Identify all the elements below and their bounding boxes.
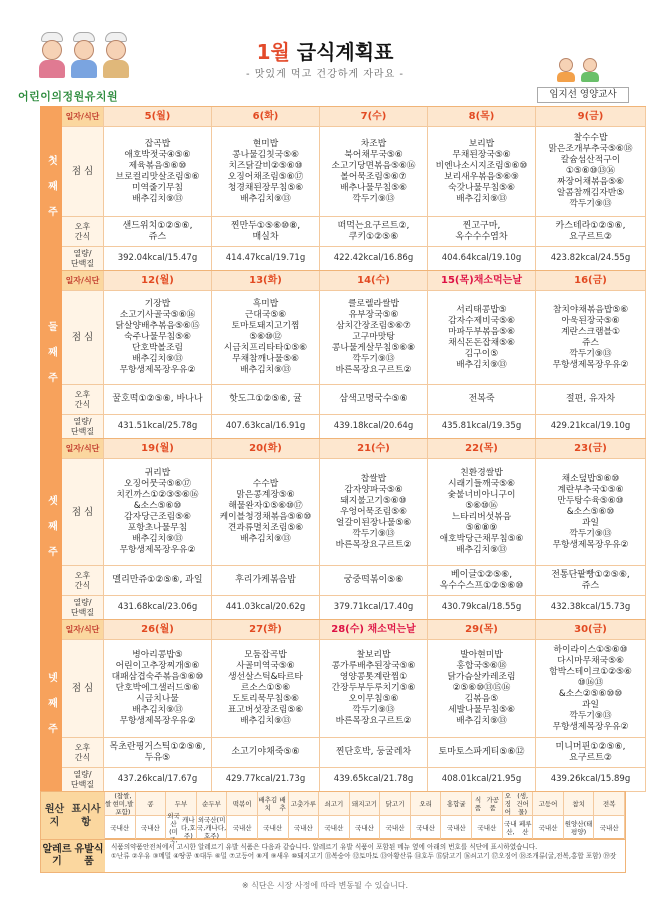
row-label-kcal: 열량/ 단백질 bbox=[62, 596, 104, 620]
day-header: 29(목) bbox=[428, 620, 536, 640]
snack-menu: 멜리만쥬①②⑤⑥, 과일 bbox=[104, 566, 212, 596]
origin-value: 국내산 bbox=[105, 816, 136, 840]
origin-value: 국내산 bbox=[227, 816, 258, 840]
origin-header: 오리 bbox=[411, 792, 442, 816]
day-header: 16(금) bbox=[536, 271, 646, 291]
day-header: 30(금) bbox=[536, 620, 646, 640]
row-label-snack: 오후 간식 bbox=[62, 738, 104, 768]
lunch-menu: 채소덮밥⑤⑥⑩ 계란부추국①⑤⑥ 만두탕수육⑤⑥⑩ &소스⑤⑥⑩ 과일 깍두기⑨⑬ 무항생제목장우유② bbox=[536, 459, 646, 566]
origin-header: 돼지고기 bbox=[350, 792, 381, 816]
page-title bbox=[0, 36, 650, 65]
nutrition-value: 441.03kcal/20.62g bbox=[212, 596, 320, 620]
nutritionist-box: 임지선 영양교사 bbox=[537, 87, 629, 103]
lunch-menu: 수수밥 맑은콩계장⑤⑥ 해물완자①⑤⑥⑩⑰ 케이블청경채볶음⑤⑥⑩ 견과류멸치조림⑤⑥ 배추김치⑨⑬ bbox=[212, 459, 320, 566]
corner-label: 일자/식단 bbox=[62, 107, 104, 127]
lunch-menu: 서리태콩밥⑤ 감자수제비국⑤⑥ 마파두부볶음⑤⑥ 채식돈돈잡채⑤⑥ 김구이⑤ 배추김치⑨⑬ bbox=[428, 291, 536, 385]
origin-value: 국내산 bbox=[380, 816, 411, 840]
snack-menu: 샌드위치①②⑤⑥, 쥬스 bbox=[104, 217, 212, 247]
lunch-menu: 보리밥 무채된장국⑤⑥ 비엔나소시지조림⑤⑥⑩ 보리새우볶음⑤⑥⑨ 숙갓나물무침⑤⑥ 배추김치⑨⑬ bbox=[428, 127, 536, 217]
lunch-menu: 잡곡밥 애호박젓국④⑤⑥ 제육볶음⑤⑥⑩ 브로컬리맛살조림⑤⑥ 미역줄기무침 배추김치⑨⑬ bbox=[104, 127, 212, 217]
nutrition-value: 414.47kcal/19.71g bbox=[212, 247, 320, 271]
page-header bbox=[0, 0, 650, 106]
week-label bbox=[40, 619, 62, 791]
day-header: 26(월) bbox=[104, 620, 212, 640]
snack-menu: 궁중떡볶이⑤⑥ bbox=[320, 566, 428, 596]
day-header: 27(화) bbox=[212, 620, 320, 640]
day-header: 20(화) bbox=[212, 439, 320, 459]
snack-menu: 미니머핀①②⑤⑥, 요구르트② bbox=[536, 738, 646, 768]
lunch-menu: 기장밥 소고기사골국⑤⑥⑯ 닭살양배추볶음⑤⑥⑮ 숙주나물무침⑤⑥ 단호박볼조림 배추김치⑨⑬ 무항생제목장우유② bbox=[104, 291, 212, 385]
nutrition-value: 432.38kcal/15.73g bbox=[536, 596, 646, 620]
origin-value: 국내산 bbox=[258, 816, 289, 840]
footer-note: ※ 식단은 시장 사정에 따라 변동될 수 있습니다. bbox=[241, 881, 409, 890]
origin-header: 떡볶이 bbox=[227, 792, 258, 816]
snack-menu: 절편, 유자차 bbox=[536, 385, 646, 415]
snack-menu: 찐만두①⑤⑥⑩⑧, 매실차 bbox=[212, 217, 320, 247]
nutrition-value: 431.51kcal/25.78g bbox=[104, 415, 212, 439]
nutrition-value: 439.26kcal/15.89g bbox=[536, 768, 646, 792]
row-label-kcal: 열량/ 단백질 bbox=[62, 768, 104, 792]
lunch-menu: 찰수수밥 맑은조개부추국⑤⑥⑱ 칼슘섬산적구이 ①⑤⑥⑩⑬⑯ 짜장어채볶음⑤⑥ 알콤참깨김자반⑤ 깍두기⑨⑬ bbox=[536, 127, 646, 217]
row-label-lunch: 점 심 bbox=[62, 459, 104, 566]
lunch-menu: 귀리밥 오징어뭇국⑤⑥⑰ 치킨까스①②③⑤⑥⑯ &소스⑤⑥⑩ 감자당근조림⑤⑥ 포항초나물무침 배추김치⑨⑬ 무항생제목장우유② bbox=[104, 459, 212, 566]
nutrition-value: 392.04kcal/15.47g bbox=[104, 247, 212, 271]
nutrition-value: 437.26kcal/17.67g bbox=[104, 768, 212, 792]
corner-label: 일자/식단 bbox=[62, 620, 104, 640]
nutrition-value: 404.64kcal/19.10g bbox=[428, 247, 536, 271]
week-label bbox=[40, 438, 62, 619]
snack-menu: 찐고구마, 옥수수수염차 bbox=[428, 217, 536, 247]
row-label-kcal: 열량/ 단백질 bbox=[62, 247, 104, 271]
snack-menu: 목초란핑거스틱①②⑤⑥, 두유⑤ bbox=[104, 738, 212, 768]
origin-header: 참치 bbox=[564, 792, 595, 816]
row-label-lunch: 점 심 bbox=[62, 291, 104, 385]
day-header: 6(화) bbox=[212, 107, 320, 127]
snack-menu: 떠먹는요구르트②, 쿠키①②⑤⑥ bbox=[320, 217, 428, 247]
snack-menu: 찐단호박, 둥굴레차 bbox=[320, 738, 428, 768]
row-label-kcal: 열량/ 단백질 bbox=[62, 415, 104, 439]
week-grid bbox=[62, 106, 646, 270]
week-label-text: 셋 째 주 bbox=[45, 495, 57, 562]
day-header: 12(월) bbox=[104, 271, 212, 291]
week-label bbox=[40, 270, 62, 438]
nutrition-value: 379.71kcal/17.40g bbox=[320, 596, 428, 620]
nutrition-value: 431.68kcal/23.06g bbox=[104, 596, 212, 620]
lunch-menu: 흑미밥 근대국⑤⑥ 토마토돼지고기찜 ⑤⑥⑩⑫ 시금치프리타타①⑤⑥ 무채참깨나물⑤⑥ 배추김치⑨⑬ bbox=[212, 291, 320, 385]
origin-value: 외국산(미국,캐나다,호주) bbox=[196, 815, 227, 840]
day-header: 28(수) 채소먹는날 bbox=[320, 620, 428, 640]
origin-value: 국내산 bbox=[319, 816, 350, 840]
origin-header: 고춧가루 bbox=[289, 792, 320, 816]
origin-header: 식품 가공품 bbox=[472, 792, 503, 816]
origin-header: 두부 bbox=[166, 792, 197, 816]
day-header: 9(금) bbox=[536, 107, 646, 127]
origin-value: 원양산(태평양) bbox=[564, 816, 595, 840]
snack-menu: 후리가케볶음밥 bbox=[212, 566, 320, 596]
origin-value: 국내산 bbox=[441, 816, 472, 840]
day-header: 13(화) bbox=[212, 271, 320, 291]
lunch-menu: 하이라이스①⑤⑥⑩ 다시마무채국⑤⑥ 함박스테이크①②⑤⑥ ⑩⑯⑬ &소스②⑤⑥⑩⑩ 과일 깍두기⑨⑬ 무항생제목장우유② bbox=[536, 640, 646, 738]
allergy-info bbox=[40, 839, 626, 873]
allergy-label: 알레르기 유발식품 bbox=[41, 840, 105, 872]
corner-label: 일자/식단 bbox=[62, 271, 104, 291]
origin-label: 원산지 표시사항 bbox=[41, 792, 105, 840]
origin-header: 오징어 (생, 건어물) bbox=[503, 792, 534, 816]
origin-header: 닭고기 bbox=[380, 792, 411, 816]
nutrition-value: 430.79kcal/18.55g bbox=[428, 596, 536, 620]
day-header: 14(수) bbox=[320, 271, 428, 291]
row-label-snack: 오후 간식 bbox=[62, 385, 104, 415]
row-label-snack: 오후 간식 bbox=[62, 217, 104, 247]
row-label-lunch: 점 심 bbox=[62, 640, 104, 738]
corner-label: 일자/식단 bbox=[62, 439, 104, 459]
title-rest: 급식계획표 bbox=[289, 40, 394, 64]
origin-table bbox=[40, 791, 626, 844]
title-month: 1월 bbox=[256, 40, 290, 64]
origin-header: 쌀 (찹쌀,현미,발 포함) bbox=[105, 792, 136, 816]
nutrition-value: 407.63kcal/16.91g bbox=[212, 415, 320, 439]
snack-menu: 베이글①②⑤⑥, 옥수수스프①②⑤⑥⑩ bbox=[428, 566, 536, 596]
row-label-lunch: 점 심 bbox=[62, 127, 104, 217]
snack-menu: 토마토스파게티⑤⑥⑫ bbox=[428, 738, 536, 768]
nutrition-value: 408.01kcal/21.95g bbox=[428, 768, 536, 792]
origin-value: 국내산 bbox=[350, 816, 381, 840]
kids-illustration bbox=[556, 58, 602, 84]
lunch-menu: 발아현미밥 홍합국⑤⑥⑱ 닭가슴살카레조림 ②⑤⑥⑩⑬⑮⑯ 김볶음⑤ 세발나물무침⑤⑥ 배추김치⑨⑬ bbox=[428, 640, 536, 738]
origin-header: 홍합 굴 bbox=[441, 792, 472, 816]
origin-header: 전복 bbox=[594, 792, 625, 816]
nutrition-value: 422.42kcal/16.86g bbox=[320, 247, 428, 271]
lunch-menu: 현미밥 콩나물김칫국⑤⑥ 치즈닭갈비②⑤⑥⑩ 오징어채조림⑤⑥⑰ 청경채된장무침⑤⑥ 배추김치⑨⑬ bbox=[212, 127, 320, 217]
lunch-menu: 차조밥 북어채무국⑤⑥ 소고기당면볶음⑤⑥⑯ 볼어묵조림⑤⑥⑦ 배추나물무침⑤⑥ 깍두기⑨⑬ bbox=[320, 127, 428, 217]
nutrition-value: 439.65kcal/21.78g bbox=[320, 768, 428, 792]
day-header: 23(금) bbox=[536, 439, 646, 459]
origin-value: 국내산 bbox=[136, 816, 167, 840]
lunch-menu: 친환경쌀밥 시래기들깨국⑤⑥ 숯불너비아니구이 ⑤⑥⑩⑯ 느타리버섯볶음 ⑤⑥⑧⑨ 애호박당근채무침⑤⑥ 배추김치⑨⑬ bbox=[428, 459, 536, 566]
origin-header: 순두부 bbox=[197, 792, 228, 816]
day-header: 15(목)채소먹는날 bbox=[428, 271, 536, 291]
origin-header: 배추김치 배추 bbox=[258, 792, 289, 816]
week-grid bbox=[62, 619, 646, 791]
week-label-text: 넷 째 주 bbox=[45, 671, 57, 739]
snack-menu: 전복죽 bbox=[428, 385, 536, 415]
origin-value: 국내산 bbox=[472, 816, 503, 840]
day-header: 19(월) bbox=[104, 439, 212, 459]
day-header: 8(목) bbox=[428, 107, 536, 127]
week-label bbox=[40, 106, 62, 270]
allergy-text: 식품의약품안전처에서 고시한 알레르기 유발 식품은 다음과 같습니다. 알레르기 유발 식품이 포함된 메뉴 옆에 아래의 번호를 식단에 표시하였습니다. ①난류 ②우유 ③메밀 ④땅콩 ⑤대두 ⑥밀 ⑦고등어 ⑧게 ⑨새우 ⑩돼지고기 ⑪복숭아 ⑫토마토 ⑬아황산류 ⑭호두 ⑮닭고기 ⑯쇠고기 ⑰오징어 ⑱조개류(굴,전복,홍합 포함) ⑲잣 bbox=[111, 843, 617, 860]
lunch-menu: 찰보리밥 콩가루배추된장국⑤⑥ 영양콩톳계란찜① 간장두부두루치기⑤⑥ 오이무침⑤⑥ 깍두기⑨⑬ 바른목장요구르트② bbox=[320, 640, 428, 738]
origin-value: 외국산(미국, 캐나다,호주) bbox=[167, 811, 196, 844]
row-label-snack: 오후 간식 bbox=[62, 566, 104, 596]
nutrition-value: 429.21kcal/19.10g bbox=[536, 415, 646, 439]
nutrition-value: 439.18kcal/20.64g bbox=[320, 415, 428, 439]
lunch-menu: 병아리콩밥⑤ 어린이고추장찌개⑤⑥ 대패삼겹숙주볶음⑤⑥⑩ 단호박에그샐러드⑤⑥ 시금치나물 배추김치⑨⑬ 무항생제목장우유② bbox=[104, 640, 212, 738]
snack-menu: 꿀호떡①②⑤⑥, 바나나 bbox=[104, 385, 212, 415]
snack-menu: 카스테라①②⑤⑥, 요구르트② bbox=[536, 217, 646, 247]
origin-header: 고등어 bbox=[533, 792, 564, 816]
origin-value: 국내산 bbox=[533, 816, 564, 840]
day-header: 21(수) bbox=[320, 439, 428, 459]
week-grid bbox=[62, 438, 646, 619]
week-label-text: 둘 째 주 bbox=[45, 320, 57, 388]
origin-header: 콩 bbox=[136, 792, 167, 816]
lunch-menu: 참치야채볶음밥⑤⑥ 아욱된장국⑤⑥ 계란스크램블① 쥬스 깍두기⑨⑬ 무항생제목장우유② bbox=[536, 291, 646, 385]
origin-value: 국내산, 페루산 bbox=[503, 816, 534, 840]
logo-text: 어린이의정원유치원 bbox=[18, 90, 119, 103]
snack-menu: 전통단팥빵①②⑤⑥, 쥬스 bbox=[536, 566, 646, 596]
nutrition-value: 429.77kcal/21.73g bbox=[212, 768, 320, 792]
snack-menu: 소고기야채죽⑤⑥ bbox=[212, 738, 320, 768]
lunch-menu: 찹쌀밥 감자양파국⑤⑥ 돼지불고기⑤⑥⑩ 우엉어묵조림⑤⑥ 얼갈이된장나물⑤⑥ 깍두기⑨⑬ 바른목장요구르트② bbox=[320, 459, 428, 566]
page-subtitle: - 맛있게 먹고 건강하게 자라요 - bbox=[245, 69, 405, 80]
lunch-menu: 클로렐라쌀밥 유부장국⑤⑥ 삼치간장조림⑤⑥⑦ 고구마맛탕 콩나물게살무침⑤⑥⑧ 깍두기⑨⑬ 바른목장요구르트② bbox=[320, 291, 428, 385]
day-header: 7(수) bbox=[320, 107, 428, 127]
snack-menu: 삼색고명국수⑤⑥ bbox=[320, 385, 428, 415]
week-label-text: 첫 째 주 bbox=[45, 154, 57, 222]
origin-header: 쇠고기 bbox=[319, 792, 350, 816]
nutrition-value: 435.81kcal/19.35g bbox=[428, 415, 536, 439]
nutrition-value: 423.82kcal/24.55g bbox=[536, 247, 646, 271]
day-header: 22(목) bbox=[428, 439, 536, 459]
snack-menu: 핫도그①②⑤⑥, 귤 bbox=[212, 385, 320, 415]
week-grid bbox=[62, 270, 646, 438]
origin-value: 국내산 bbox=[594, 816, 625, 840]
lunch-menu: 모둠잡곡밥 사골미역국⑤⑥ 생선살스틱&타르타 르소스①⑤⑥ 도토리묵무침⑤⑥ 표고버섯장조림⑤⑥ 배추김치⑨⑬ bbox=[212, 640, 320, 738]
day-header: 5(월) bbox=[104, 107, 212, 127]
origin-value: 국내산 bbox=[411, 816, 442, 840]
origin-value: 국내산 bbox=[289, 816, 320, 840]
